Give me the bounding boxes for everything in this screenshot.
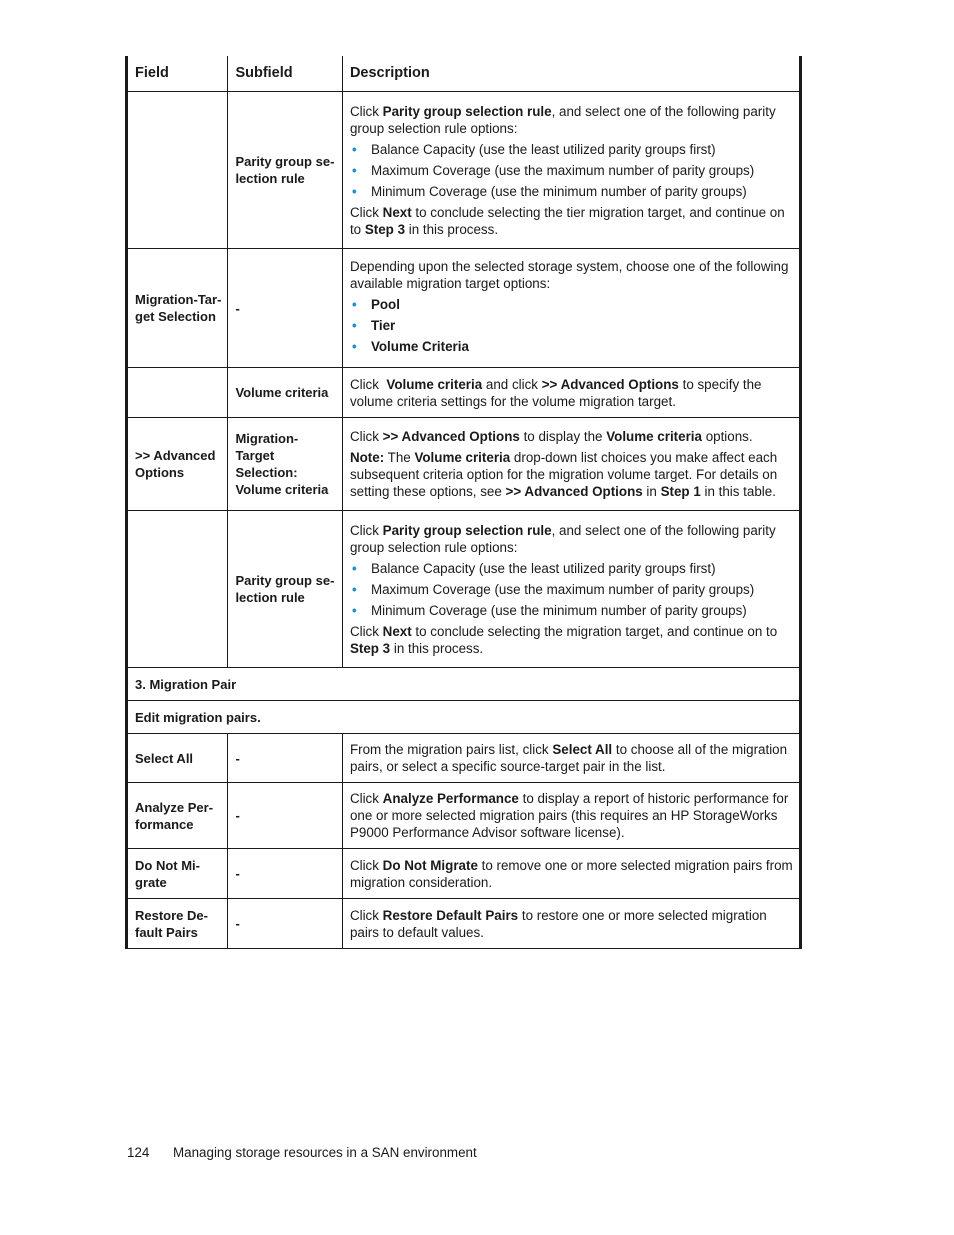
subfield-text: Parity group se- lection rule [235,154,335,186]
list-item: • Balance Capacity (use the least utilized parity groups first) [350,141,793,158]
description-note [350,449,793,500]
field-cell [127,368,228,418]
list-item: • Volume Criteria [350,338,793,355]
reference-table [125,56,802,949]
text-run: to conclude selecting the tier migration target, and continue on to [349,204,785,237]
text-run: , and select one of the following parity group selection rule options: [349,522,776,555]
text-run: to display the [519,429,607,444]
list-item: • Maximum Coverage (use the maximum number of parity groups) [350,162,793,179]
field-text: Do Not Mi- grate [135,857,200,890]
bold-term: >> Advanced Options [505,484,643,499]
description-cell [342,418,800,511]
text-run: to restore one or more selected migration pairs to default values. [349,907,767,940]
text-run: Click [349,103,383,119]
text-run: drop-down list choices you make affect each subsequent criteria option for the migration volume target. For details on setting these options, see [349,450,778,499]
bullet-list [350,560,793,619]
section-title: 3. Migration Pair [127,668,801,701]
bold-term: Volume criteria [414,450,511,465]
description-cell [342,511,800,668]
description-cell [342,783,800,849]
bold-term: >> Advanced Options [541,376,679,392]
text-run: in [642,484,661,499]
header-field: Field [127,56,228,92]
bold-term: Next [382,623,412,639]
table-row [127,734,801,783]
text-run: in this process. [390,640,484,656]
list-item: • Tier [350,317,793,334]
text-run: Click [349,791,383,806]
text-run: in this process. [405,221,499,237]
bullet-list [350,296,793,355]
description-cell [342,734,800,783]
list-item: • Balance Capacity (use the least utilized parity groups first) [350,560,793,577]
field-cell [127,92,228,249]
text-run: to remove one or more selected migration pairs from migration consideration. [349,857,793,890]
list-item: • Maximum Coverage (use the maximum number of parity groups) [350,581,793,598]
table-row [127,249,801,368]
bold-term: Parity group selection rule [382,522,552,538]
subfield-cell: - [228,249,343,368]
description-next [350,623,793,657]
page-number: 124 [127,1145,150,1160]
table-row [127,418,801,511]
description-text [350,741,793,775]
text-run: The [384,450,415,465]
page-footer [127,1145,477,1160]
table-row [127,783,801,849]
subfield-cell: - [228,783,343,849]
text-run: Click [349,522,383,538]
bold-term: Analyze Performance [382,791,519,806]
bold-term: >> Advanced Options [382,429,520,444]
bold-term: Step 1 [660,484,701,499]
bold-term: Step 3 [364,221,406,237]
text-run: to conclude selecting the migration target, and continue on to [411,623,778,639]
text-run: Click [349,429,383,444]
subsection-title: Edit migration pairs. [127,701,801,734]
description-cell [342,249,800,368]
section-row [127,668,801,701]
description-text [350,857,793,891]
field-text: Restore De- fault Pairs [135,907,208,940]
text-run: to choose all of the migration pairs, or select a specific source-target pair in the list. [349,742,788,774]
description-cell [342,899,800,949]
field-text: >> Advanced Options [135,448,216,480]
header-subfield: Subfield [228,56,343,92]
bold-term: Restore Default Pairs [382,907,519,923]
subfield-cell: Volume criteria [228,368,343,418]
description-text [350,907,793,941]
subfield-cell: - [228,899,343,949]
bold-term: Step 3 [349,640,391,656]
table-row [127,849,801,899]
subfield-cell [228,418,343,511]
bold-term: Parity group selection rule [382,103,552,119]
table-row [127,368,801,418]
text-run: From the migration pairs list, click [349,742,553,757]
subfield-cell: - [228,849,343,899]
field-cell [127,511,228,668]
text-run: Click [349,376,387,392]
description-text [350,376,793,410]
description-text [350,790,793,841]
text-run: to specify the volume criteria settings for the volume migration target. [349,376,762,409]
text-run: Click [349,204,383,220]
table-row [127,511,801,668]
subfield-text: Parity group se- lection rule [235,573,335,605]
subfield-cell [228,511,343,668]
subfield-cell [228,92,343,249]
note-label: Note: [349,450,385,465]
subsection-row [127,701,801,734]
text-run: Click [349,623,383,639]
field-cell [127,899,228,949]
subfield-cell: - [228,734,343,783]
description-intro: Depending upon the selected storage system, choose one of the following available migration target options: [349,258,789,291]
description-intro [350,428,793,445]
description-next [350,204,793,238]
bold-term: Volume criteria [386,376,483,392]
description-cell [342,849,800,899]
bullet-list [350,141,793,200]
bold-term: Select All [552,742,613,757]
bold-term: Next [382,204,412,220]
list-item: • Pool [350,296,793,313]
field-cell [127,849,228,899]
field-text: Migration-Tar- get Selection [135,292,222,324]
bold-term: Volume criteria [606,429,702,444]
text-run: Click [349,857,383,873]
subfield-text: Migration-Target Selection: Volume criteria [235,431,329,497]
header-description: Description [342,56,800,92]
description-intro [350,103,793,137]
description-cell [342,92,800,249]
text-run: options. [701,429,753,444]
table-header-row [127,56,801,92]
text-run: Click [349,907,383,923]
field-cell [127,249,228,368]
field-cell [127,783,228,849]
chapter-title: Managing storage resources in a SAN environment [173,1145,477,1160]
table-row [127,899,801,949]
description-intro [350,522,793,556]
description-cell [342,368,800,418]
field-cell: Select All [127,734,228,783]
text-run: , and select one of the following parity group selection rule options: [349,103,776,136]
field-text: Analyze Per- formance [135,799,214,832]
list-item: • Minimum Coverage (use the minimum number of parity groups) [350,183,793,200]
text-run: and click [482,376,542,392]
list-item: • Minimum Coverage (use the minimum number of parity groups) [350,602,793,619]
table-row [127,92,801,249]
text-run: in this table. [700,484,776,499]
field-cell [127,418,228,511]
text-run: to display a report of historic performance for one or more selected migration pairs (this requires an HP StorageWorks P9000 Performance Advisor software license). [349,791,789,840]
bold-term: Do Not Migrate [382,857,478,873]
